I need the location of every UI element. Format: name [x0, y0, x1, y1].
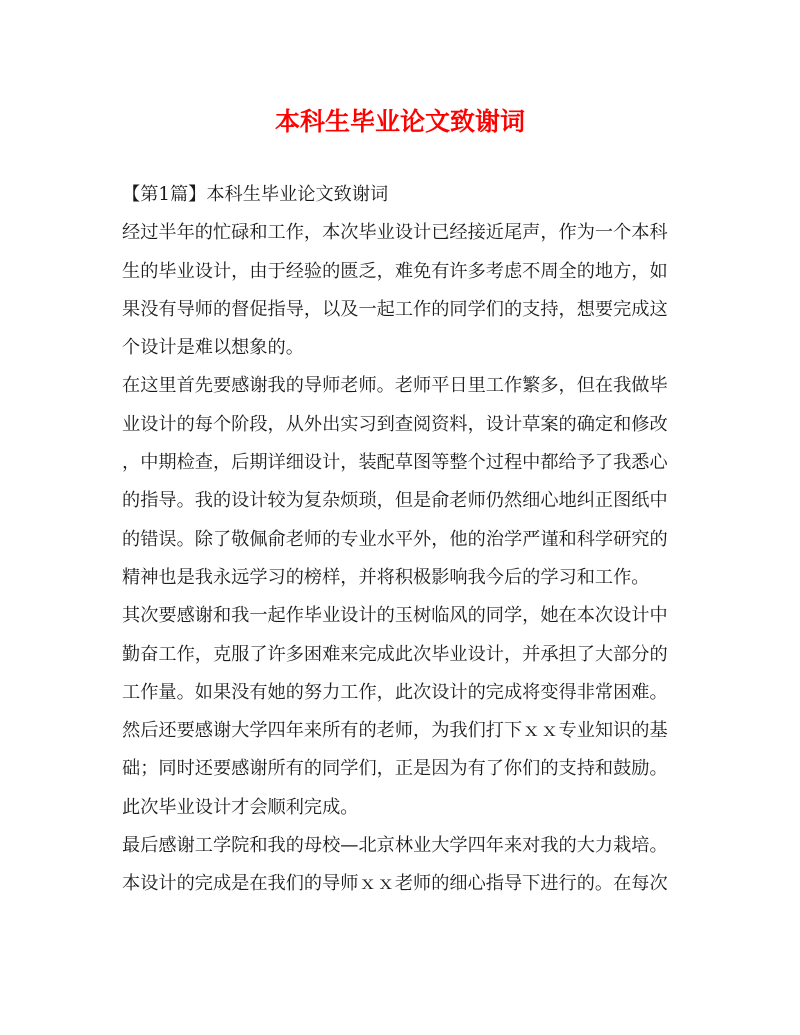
text-line: 生的毕业设计，由于经验的匮乏，难免有许多考虑不周全的地方，如	[122, 260, 668, 282]
document-title: 本科生毕业论文致谢词	[274, 107, 525, 136]
text-line: 精神也是我永远学习的榜样，并将积极影响我今后的学习和工作。	[122, 566, 650, 588]
text-line: 果没有导师的督促指导，以及一起工作的同学们的支持，想要完成这	[122, 298, 668, 320]
text-line: 工作量。如果没有她的努力工作，此次设计的完成将变得非常困难。	[122, 681, 668, 703]
text-line: 个设计是难以想象的。	[122, 337, 304, 359]
text-line: ，中期检查，后期详细设计，装配草图等整个过程中都给予了我悉心	[122, 452, 668, 474]
text-line: 经过半年的忙碌和工作，本次毕业设计已经接近尾声，作为一个本科	[122, 222, 668, 244]
document-body	[122, 176, 687, 904]
text-line: 勤奋工作，克服了许多困难来完成此次毕业设计，并承担了大部分的	[122, 643, 668, 665]
text-line: 其次要感谢和我一起作毕业设计的玉树临风的同学，她在本次设计中	[122, 605, 668, 627]
text-line: 此次毕业设计才会顺利完成。	[122, 796, 359, 818]
text-line: 然后还要感谢大学四年来所有的老师，为我们打下ｘｘ专业知识的基	[122, 720, 668, 742]
text-line: 础；同时还要感谢所有的同学们，正是因为有了你们的支持和鼓励。	[122, 758, 668, 780]
text-line: 的指导。我的设计较为复杂烦琐，但是俞老师仍然细心地纠正图纸中	[122, 490, 668, 512]
section-heading: 【第1篇】本科生毕业论文致谢词	[122, 184, 389, 205]
text-line: 本设计的完成是在我们的导师ｘｘ老师的细心指导下进行的。在每次	[122, 873, 668, 895]
text-line: 的错误。除了敬佩俞老师的专业水平外，他的治学严谨和科学研究的	[122, 528, 668, 550]
text-line: 在这里首先要感谢我的导师老师。老师平日里工作繁多，但在我做毕	[122, 375, 668, 397]
text-line: 业设计的每个阶段，从外出实习到查阅资料，设计草案的确定和修改	[122, 413, 668, 435]
text-line: 最后感谢工学院和我的母校—北京林业大学四年来对我的大力栽培。	[122, 835, 668, 857]
